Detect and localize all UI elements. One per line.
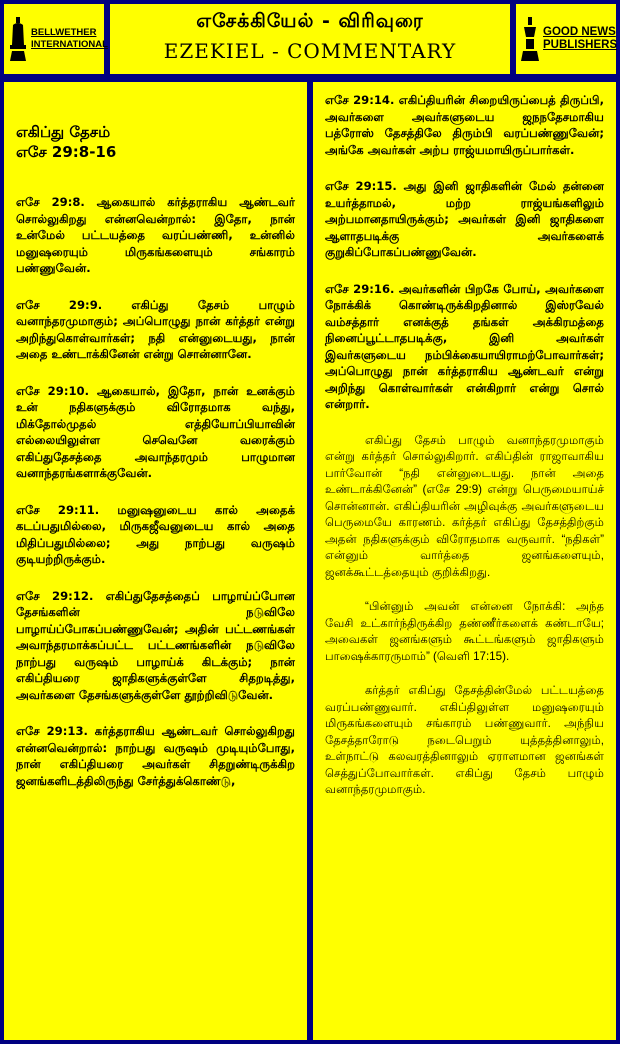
logo-left-line1: BELLWETHER — [31, 27, 97, 38]
title-english: EZEKIEL - COMMENTARY — [163, 39, 457, 63]
verse-29-9: எசே 29:9. எகிப்து தேசம் பாழும் வனாந்தரமுமாகும்; அப்பொழுது நான் கர்த்தர் என்று அறிந்துகொள்வார்கள்; நதி என்னுடையது, நான் அதை உண்டாக்கினேன் என்று சொன்னானே. — [16, 297, 295, 361]
good-news-icon — [520, 15, 540, 63]
verse-29-12: எசே 29:12. எகிப்துதேசத்தைப் பாழாய்ப்போன தேசங்களின் நடுவிலே பாழாய்ப்போகப்பண்ணுவேன்; அதின் பட்டணங்கள் அவாந்தரமாக்கப்பட்ட பட்டணங்களின் நடுவிலே நாற்பது வருஷம் பாழாய்க் கிடக்கும்; நான் எகிப்தியரை ஜாதிகளுக்குள்ளே சிதறடித்து, அவர்களை தேசங்களுக்குள்ளே தூற்றிவிடுவேன். — [16, 588, 295, 702]
verse-29-15: எசே 29:15. அது இனி ஜாதிகளின் மேல் தன்னை உயர்த்தாமல், மற்ற ராஜ்யங்களிலும் அற்பமானதாயிருக்கும்; அவர்கள் இனி ஜாதிகளை ஆளாதபடிக்கு அவர்களைக் குறுகிப்போகப்பண்ணுவேன். — [325, 179, 604, 259]
verse-29-11: எசே 29:11. மனுஷனுடைய கால் அதைக் கடப்பதுமில்லை, மிருகஜீவனுடைய கால் அதை மிதிப்பதுமில்லை; அது நாற்பது வருஷம் குடியற்றிருக்கும். — [16, 502, 295, 566]
verse-29-8: எசே 29:8. ஆகையால் கர்த்தராகிய ஆண்டவர் சொல்லுகிறது என்னவென்றால்: இதோ, நான் உன்மேல் பட்டயத்தை வரப்பண்ணி, உன்னில் மனுஷரையும் மிருகங்களையும் சங்காரம் பண்ணுவேன். — [16, 195, 295, 275]
right-column — [313, 82, 616, 1040]
verse-29-16: எசே 29:16. அவர்களின் பிறகே போய், அவர்களை நோக்கிக் கொண்டிருக்கிறதினால் இஸ்ரவேல் வம்சத்தார் எனக்குத் தங்கள் அக்கிரமத்தை நினைப்பூட்டாதபடிக்கு, இனி அவர்கள் இவர்களுடைய நம்பிக்கையாயிராமற்போவார்கள்; அப்பொழுது நான் கர்த்தராகிய ஆண்டவர் என்று அறிந்து கொள்வார்கள் என்கிறார் என்று சொல் என்றார். — [325, 281, 604, 411]
verse-29-14: எசே 29:14. எகிப்தியரின் சிறையிருப்பைத் திருப்பி, அவர்களை அவர்களுடைய ஜநநதேசமாகிய பத்ரோஸ் தேசத்திலே திரும்பி வரப்பண்ணுவேன்; அங்கே அவர்கள் அற்ப ராஜ்யமாயிருப்பார்கள். — [325, 93, 604, 157]
verse-29-13: எசே 29:13. கர்த்தராகிய ஆண்டவர் சொல்லுகிறது என்னவென்றால்: நாற்பது வருஷம் முடியும்போது, நான் எகிப்தியரை அவர்கள் சிதறுண்டிருக்கிற ஜனங்களிடத்திலிருந்து சேர்த்துக்கொண்டு, — [16, 724, 295, 788]
commentary-paragraph: கர்த்தர் எகிப்து தேசத்தின்மேல் பட்டயத்தை வரப்பண்ணுவார். எகிப்திலுள்ள மனுஷரையும் மிருகங்களையும் சங்காரம் பண்ணுவார். அந்நிய தேசத்தாரோடு நடைபெறும் யுத்தத்தினாலும், உள்நாட்டு கலவரத்தினாலும் ஏராளமான ஜனங்கள் செத்துப்போவார்கள். எகிப்து தேசம் பாழும் வனாந்தரமுமாகும். — [325, 684, 604, 796]
verse-29-10: எசே 29:10. ஆகையால், இதோ, நான் உனக்கும் உன் நதிகளுக்கும் விரோதமாக வந்து, மிக்தோல்முதல் எத்தியோப்பியாவின் எல்லையிலுள்ள செவெனே வரைக்கும் எகிப்துதேசத்தை அவாந்தரமும் பாழுமான வனாந்தரங்களாக்குவேன். — [16, 383, 295, 480]
title-banner — [110, 4, 510, 74]
good-news-logo — [516, 4, 616, 74]
logo-right-line2: PUBLISHERS — [543, 39, 618, 51]
bellwether-icon — [8, 15, 28, 63]
section-title: எகிப்து தேசம் — [16, 123, 111, 141]
bellwether-logo — [4, 4, 108, 74]
commentary-quote: “பின்னும் அவன் என்னை நோக்கி: அந்த வேசி உட்கார்ந்திருக்கிற தண்ணீர்களைக் கண்டாயே; அவைகள் ஜனங்களும் கூட்டங்களும் ஜாதிகளும் பாஷைக்காரருமாம்” (வெளி 17:15). — [325, 600, 604, 663]
logo-left-line2: INTERNATIONAL — [31, 39, 108, 50]
title-tamil: எசேக்கியேல் - விரிவுரை — [196, 10, 424, 32]
logo-right-line1: GOOD NEWS — [543, 26, 616, 38]
commentary-paragraph: எகிப்து தேசம் பாழும் வனாந்தரமுமாகும் என்று கர்த்தர் சொல்லுகிறார். எகிப்தின் ராஜாவாகிய பார்வோன் “நதி என்னுடையது. நான் அதை உண்டாக்கினேன்” (எசே 29:9) என்று பெருமையாய்ச் சொன்னான். எகிப்தியரின் அழிவுக்கு அவர்களுடைய பெருமையே காரணம். கர்த்தர் எகிப்து தேசத்திற்கும் அதன் நதிகளுக்கும் விரோதமாக வருவார். “நதிகள்” என்னும் வார்த்தை ஜனங்களையும், ஜனக்கூட்டத்தையும் குறிக்கிறது. — [325, 433, 604, 579]
left-column — [4, 82, 307, 1040]
section-heading — [16, 122, 295, 162]
section-reference: எசே 29:8-16 — [16, 143, 117, 161]
